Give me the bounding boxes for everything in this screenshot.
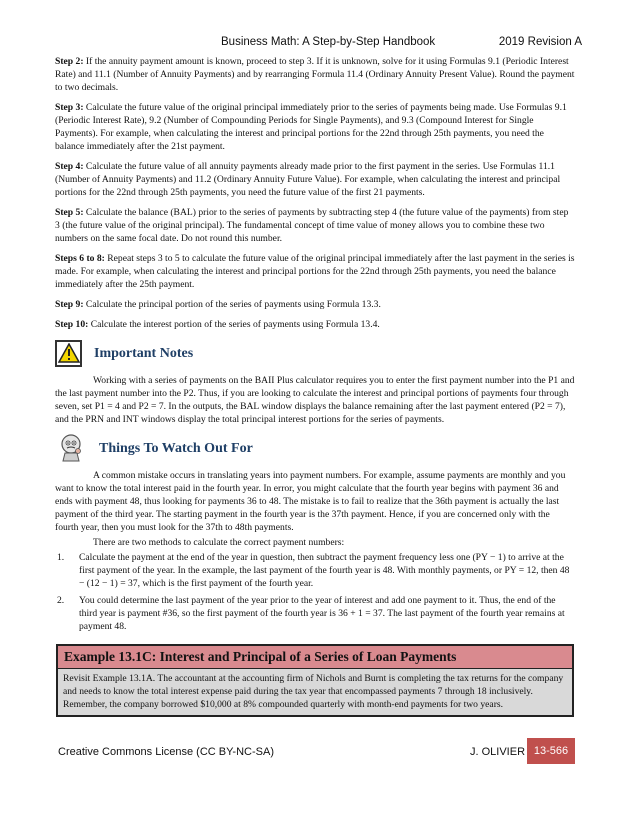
book-title: Business Math: A Step-by-Step Handbook — [221, 36, 436, 48]
step-5: Step 5: Calculate the balance (BAL) prior to the series of payments by subtracting step 4 (the future value of the payments) from step 3 (the future value of the original principal). The fundamental concept of time value of money allows you to combine these two numbers on the same focal date. Do not round this number. — [55, 207, 569, 244]
list-item — [55, 551, 575, 590]
step-3: Step 3: Calculate the future value of the original principal immediately prior to the series of payments being made. Use Formulas 9.1 (Periodic Interest Rate), 9.2 (Number of Compounding Periods for Single Payments), and 9.3 (Compound Interest for Single Payments). For example, when calculating the interest and principal portions for the 22nd through 25th payments, you need the balance immediately after the 21st payment. — [55, 102, 567, 152]
step-10: Step 10: Calculate the interest portion of the series of payments using Formula 13.4. — [55, 319, 380, 330]
thinking-figure-icon — [57, 433, 87, 463]
list-number: 1. — [57, 552, 65, 563]
page-number-badge: 13-566 — [527, 738, 575, 764]
list-text: Calculate the payment at the end of the year in question, then subtract the payment frequency less one (PY − 1) to arrive at the first payment of the year. In the example, the last payment of the fourth year is 48. With monthly payments, or PY = 12, then 48 − (12 − 1) = 37, which is the first payment of the fourth year. — [79, 552, 570, 589]
page-header — [0, 36, 630, 52]
page-footer — [0, 738, 630, 766]
list-number: 2. — [57, 595, 65, 606]
methods-intro: There are two methods to calculate the correct payment numbers: — [93, 537, 345, 548]
revision-label: 2019 Revision A — [498, 36, 582, 48]
license-text: Creative Commons License (CC BY-NC-SA) — [58, 746, 274, 758]
important-notes-body: Working with a series of payments on the BAII Plus calculator requires you to enter the first payment number into the P1 and the last payment number into the P2. Thus, if you are looking to calculate the interest and principal portions of payments four through seven, set P1 = 4 and P2 = 7. In the outputs, the BAL window displays the balance remaining after the last payment entered (P2 = 7), and the PRN and INT windows display the total principal interest portions for the series of payments. — [55, 375, 575, 425]
example-body: Revisit Example 13.1A. The accountant at the accounting firm of Nichols and Burnt is completing the tax returns for the company and needs to know the total interest expense paid during the tax year that encompassed payments 7 through 18 inclusively. Remember, the company borrowed $10,000 at 8% compounded quarterly with month-end payments for two years. — [58, 669, 572, 715]
important-notes-header — [55, 338, 575, 368]
important-notes-heading: Important Notes — [94, 345, 194, 361]
main-content — [55, 55, 575, 637]
watch-out-body: A common mistake occurs in translating years into payment numbers. For example, assume payments are monthly and you want to know the total interest paid in the fourth year. In error, you might calculate that the fourth year begins with payment 36 and ends with payment 48, thus looking for payments 36 to 48. The mistake is to fail to realize that the 36th payment is actually the last payment of the third year. The starting payment in the fourth year is the 37th payment. Hence, if you are concerned only with the fourth year, then you must look for the 37th to 48th payments. — [55, 470, 566, 533]
warning-icon — [55, 340, 82, 367]
author-name: J. OLIVIER — [470, 746, 526, 758]
example-box — [56, 644, 574, 717]
watch-out-heading: Things To Watch Out For — [99, 440, 253, 456]
steps-6-to-8: Steps 6 to 8: Repeat steps 3 to 5 to calculate the future value of the original principal immediately after the last payment in the series is made. For example, when calculating the interest and principal portions for the 22nd through 25th payments, you need the balance immediately after the 25th payment. — [55, 253, 575, 290]
list-text: You could determine the last payment of the year prior to the year of interest and add one payment to it. Thus, the end of the third year is payment #36, so the first payment of the fourth year is 36 + 1 = 37. The last payment of the fourth year remains at payment 48. — [79, 595, 565, 632]
step-2: Step 2: If the annuity payment amount is known, proceed to step 3. If it is unknown, solve for it using Formulas 9.1 (Periodic Interest Rate) and 11.1 (Number of Annuity Payments) and by rearranging Formula 11.4 (Ordinary Annuity Present Value). Round the payment to two decimals. — [55, 56, 575, 93]
list-item — [55, 594, 575, 633]
step-4: Step 4: Calculate the future value of all annuity payments already made prior to the first payment in the series. Use Formulas 11.1 (Number of Annuity Payments) and 11.2 (Ordinary Annuity Future Value). For example, when calculating the interest and principal portions for the 22nd through 25th payments, you need the future value of the first 21 payments. — [55, 161, 561, 198]
step-9: Step 9: Calculate the principal portion of the series of payments using Formula 13.3. — [55, 299, 381, 310]
watch-out-header — [55, 433, 575, 463]
example-title: Example 13.1C: Interest and Principal of a Series of Loan Payments — [58, 646, 572, 669]
